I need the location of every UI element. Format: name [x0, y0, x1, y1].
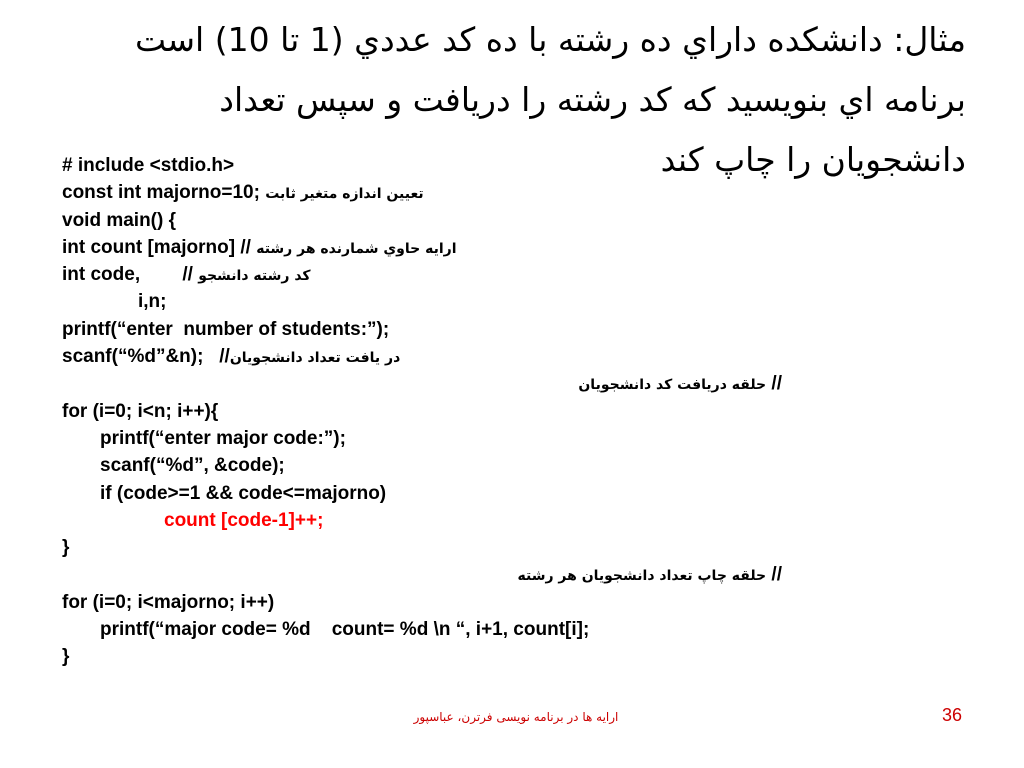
- code-line: [62, 534, 782, 561]
- code-comment: حلقه چاپ تعداد دانشجويان هر رشته: [517, 568, 767, 585]
- code-text: count [code-1]++;: [164, 509, 324, 531]
- code-line: [62, 616, 782, 643]
- page-number: 36: [941, 705, 962, 725]
- code-comment: تعيين اندازه متغير ثابت: [265, 186, 424, 203]
- code-block: [62, 152, 782, 671]
- code-text: # include <stdio.h>: [62, 155, 235, 176]
- code-line: [62, 561, 782, 588]
- code-line: [62, 316, 782, 343]
- title-line: برنامه اي بنويسيد كه كد رشته را دريافت و سپس تعداد: [219, 80, 966, 119]
- code-line: [62, 179, 782, 206]
- code-text: scanf(“%d”, &code);: [100, 455, 285, 477]
- code-line: [62, 589, 782, 616]
- code-line: [62, 425, 782, 452]
- code-text: //: [766, 373, 782, 395]
- code-line: [62, 643, 782, 670]
- code-text: i,n;: [138, 291, 167, 313]
- code-text: const int majorno=10;: [62, 182, 266, 204]
- code-comment: حلقه دريافت كد دانشجويان: [578, 377, 767, 394]
- code-text: for (i=0; i<n; i++){: [62, 400, 219, 422]
- code-comment: در يافت تعداد دانشجويان: [229, 350, 401, 367]
- code-line: [62, 261, 782, 288]
- code-text: }: [62, 646, 70, 668]
- code-comment: ارايه حاوي شمارنده هر رشته: [256, 240, 457, 257]
- code-text: //: [766, 564, 782, 586]
- code-text: for (i=0; i<majorno; i++): [62, 591, 275, 613]
- footer-caption: ارايه ها در برنامه نويسی فرترن، عباسپور: [413, 710, 619, 724]
- code-text: int code, //: [62, 264, 199, 286]
- code-line: [62, 398, 782, 425]
- code-text: int count [majorno] //: [62, 236, 257, 258]
- code-line: [62, 343, 782, 370]
- code-text: printf(“enter number of students:”);: [62, 318, 390, 340]
- code-text: printf(“major code= %d count= %d \n “, i+1, count[i];: [100, 619, 590, 641]
- code-comment: كد رشته دانشجو: [198, 268, 311, 285]
- code-line: [62, 452, 782, 479]
- code-line-highlight: [62, 507, 782, 534]
- code-line: [62, 370, 782, 397]
- code-text: void main() {: [62, 209, 177, 231]
- code-text: if (code>=1 && code<=majorno): [100, 482, 387, 504]
- code-text: scanf(“%d”&n); //: [62, 346, 230, 368]
- code-text: }: [62, 537, 70, 559]
- title-line: مثال: دانشكده داراي ده رشته با ده كد عددي (1 تا 10) است: [134, 20, 966, 59]
- code-line: [62, 234, 782, 261]
- code-line: [62, 288, 782, 315]
- code-line: [62, 152, 782, 179]
- code-line: [62, 207, 782, 234]
- title-line: دانشجويان را چاپ كند: [660, 140, 966, 179]
- code-line: [62, 480, 782, 507]
- code-text: printf(“enter major code:”);: [100, 427, 346, 449]
